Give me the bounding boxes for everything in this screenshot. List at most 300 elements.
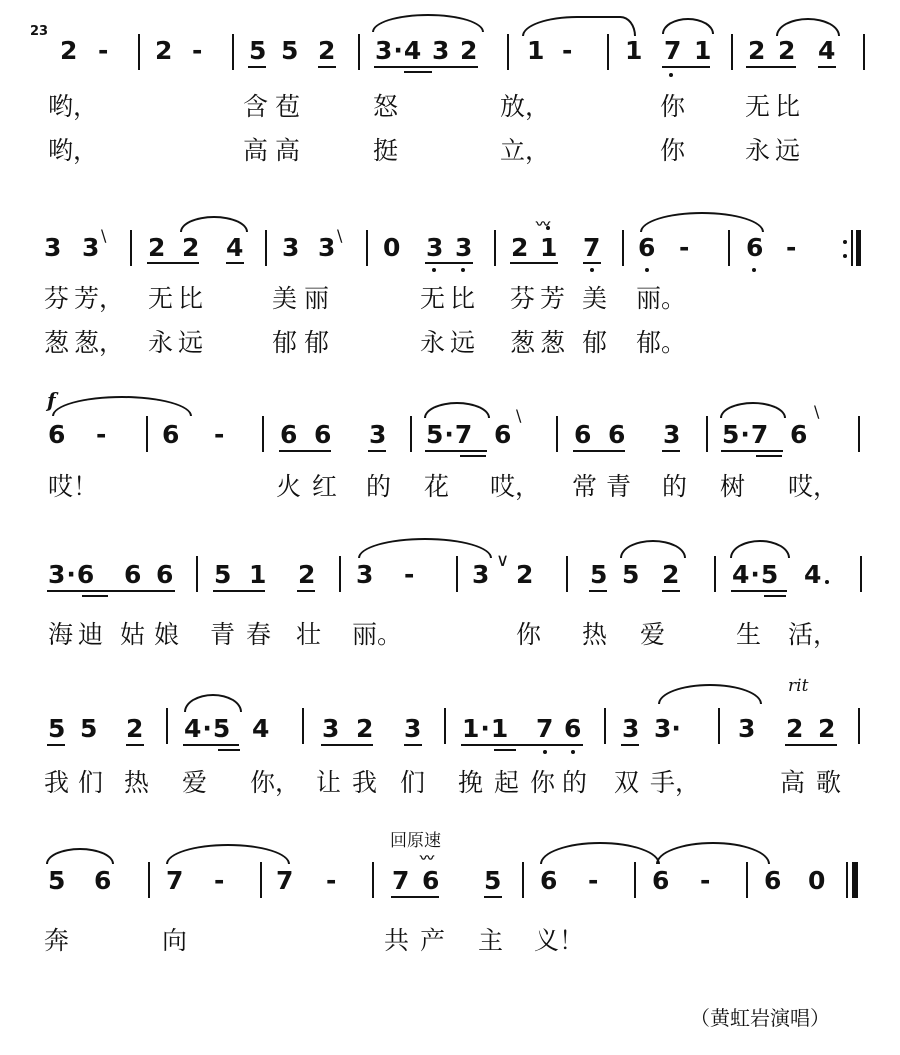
lyric: 芳 bbox=[540, 284, 566, 313]
lyric: 郁 bbox=[304, 328, 330, 357]
underline bbox=[461, 744, 583, 746]
underline bbox=[662, 590, 680, 592]
lyric: 高 bbox=[243, 136, 269, 165]
low-dot bbox=[669, 73, 673, 77]
ornament-mordent: 〰 bbox=[420, 851, 434, 867]
slur bbox=[184, 694, 242, 712]
barline bbox=[410, 416, 412, 452]
note: 6 bbox=[574, 420, 592, 449]
ornament-mordent: 〰 bbox=[536, 217, 550, 233]
slur bbox=[372, 14, 484, 32]
lyric: 含 bbox=[243, 92, 269, 121]
lyric: 哎！ bbox=[48, 472, 99, 501]
note: 5 bbox=[281, 36, 299, 65]
note: 3 bbox=[404, 714, 422, 743]
repeat-dot bbox=[843, 240, 847, 244]
note: 6 bbox=[494, 420, 512, 449]
underline bbox=[226, 262, 244, 264]
lyric: 挽 bbox=[458, 768, 484, 797]
note: 4 bbox=[252, 714, 270, 743]
barline bbox=[706, 416, 708, 452]
slur bbox=[720, 402, 786, 418]
note: 1 bbox=[249, 560, 267, 589]
note: 6 bbox=[746, 233, 764, 262]
lyric: 生 bbox=[736, 620, 762, 649]
lyric: 海 bbox=[48, 620, 74, 649]
underline bbox=[510, 262, 558, 264]
note: - bbox=[786, 233, 797, 262]
underline bbox=[82, 595, 108, 597]
low-dot bbox=[432, 268, 436, 272]
lyric: 无 bbox=[148, 284, 174, 313]
barline bbox=[556, 416, 558, 452]
barline bbox=[148, 862, 150, 898]
low-dot bbox=[752, 268, 756, 272]
note: 6 bbox=[422, 866, 440, 895]
barline bbox=[196, 556, 198, 592]
tie bbox=[610, 16, 636, 36]
note: 1 bbox=[694, 36, 712, 65]
tie bbox=[658, 684, 762, 704]
underline bbox=[589, 590, 607, 592]
note: 5·7 bbox=[426, 420, 474, 449]
note: 1·1 bbox=[462, 714, 510, 743]
note: 4 bbox=[804, 560, 822, 589]
lyric: 比 bbox=[178, 284, 204, 313]
lyric: 无 bbox=[420, 284, 446, 313]
lyric: 葱， bbox=[74, 328, 125, 357]
note: 6 bbox=[764, 866, 782, 895]
low-dot bbox=[461, 268, 465, 272]
note: 3 bbox=[282, 233, 300, 262]
lyric: 哎， bbox=[788, 472, 839, 501]
tie bbox=[540, 842, 660, 864]
lyric: 永 bbox=[148, 328, 174, 357]
note: - bbox=[214, 420, 225, 449]
note: 7 bbox=[276, 866, 294, 895]
underline bbox=[47, 590, 175, 592]
tie bbox=[640, 212, 764, 232]
lyric: 双 bbox=[614, 768, 640, 797]
underline bbox=[213, 590, 265, 592]
note: 3 bbox=[82, 233, 100, 262]
barline bbox=[507, 34, 509, 70]
note: - bbox=[98, 36, 109, 65]
performer-credit: （黄虹岩演唱） bbox=[690, 1006, 830, 1030]
barline bbox=[456, 556, 458, 592]
underline bbox=[621, 744, 639, 746]
slur bbox=[730, 540, 790, 558]
barline bbox=[863, 34, 865, 70]
lyric: 壮 bbox=[296, 620, 322, 649]
note: 2 bbox=[60, 36, 78, 65]
note: 2 bbox=[298, 560, 316, 589]
note: 6 bbox=[652, 866, 670, 895]
note: 3 bbox=[318, 233, 336, 262]
note: 4·5 bbox=[732, 560, 780, 589]
note: 2 bbox=[662, 560, 680, 589]
underline bbox=[721, 450, 783, 452]
lyric: 火 bbox=[276, 472, 302, 501]
lyric: 产 bbox=[420, 926, 446, 955]
underline bbox=[321, 744, 373, 746]
underline bbox=[279, 450, 331, 452]
underline bbox=[368, 450, 386, 452]
underline bbox=[731, 590, 787, 592]
lyric: 的 bbox=[366, 472, 392, 501]
note: 7 bbox=[664, 36, 682, 65]
barline bbox=[746, 862, 748, 898]
note: 5 bbox=[622, 560, 640, 589]
barline bbox=[166, 708, 168, 744]
barline bbox=[366, 230, 368, 266]
note: 3 bbox=[472, 560, 490, 589]
note: 5 bbox=[48, 714, 66, 743]
note: 6 bbox=[48, 420, 66, 449]
low-dot bbox=[571, 750, 575, 754]
tie bbox=[358, 538, 492, 558]
lyric: 热 bbox=[124, 768, 150, 797]
lyric: 美 bbox=[582, 284, 608, 313]
lyric: 远 bbox=[178, 328, 204, 357]
note: 2 bbox=[155, 36, 173, 65]
lyric: 活， bbox=[788, 620, 839, 649]
barline bbox=[846, 862, 848, 898]
note: 5 bbox=[214, 560, 232, 589]
lyric: 永 bbox=[420, 328, 446, 357]
lyric: 我 bbox=[44, 768, 70, 797]
barline bbox=[494, 230, 496, 266]
lyric: 红 bbox=[312, 472, 338, 501]
lyric: 奔 bbox=[44, 926, 70, 955]
underline bbox=[484, 896, 502, 898]
underline bbox=[126, 744, 144, 746]
note: - bbox=[326, 866, 337, 895]
barline bbox=[522, 862, 524, 898]
barline bbox=[358, 34, 360, 70]
lyric: 无 bbox=[745, 92, 771, 121]
tie bbox=[52, 396, 192, 416]
lyric: 义！ bbox=[534, 926, 585, 955]
barline bbox=[130, 230, 132, 266]
underline bbox=[662, 66, 710, 68]
underline bbox=[818, 66, 836, 68]
note: 2 bbox=[511, 233, 529, 262]
lyric: 青 bbox=[606, 472, 632, 501]
lyric: 树 bbox=[720, 472, 746, 501]
note: 1 bbox=[625, 36, 643, 65]
underline bbox=[425, 262, 473, 264]
note: 2 bbox=[182, 233, 200, 262]
lyric: 远 bbox=[450, 328, 476, 357]
underline bbox=[425, 450, 487, 452]
barline bbox=[339, 556, 341, 592]
note: 3 bbox=[356, 560, 374, 589]
note: 3 bbox=[455, 233, 473, 262]
underline bbox=[404, 71, 432, 73]
note: - bbox=[404, 560, 415, 589]
note: 3·6 bbox=[48, 560, 96, 589]
breath-mark: \ bbox=[814, 402, 820, 421]
underline bbox=[218, 749, 240, 751]
underline bbox=[756, 455, 782, 457]
barline bbox=[265, 230, 267, 266]
note: 5·7 bbox=[722, 420, 770, 449]
lyric: 葱 bbox=[510, 328, 536, 357]
note: 3·4 bbox=[375, 36, 423, 65]
barline bbox=[714, 556, 716, 592]
note: 4 bbox=[226, 233, 244, 262]
lyric: 的 bbox=[562, 768, 588, 797]
note: 6 bbox=[94, 866, 112, 895]
low-dot bbox=[645, 268, 649, 272]
note: 4 bbox=[818, 36, 836, 65]
lyric: 你 bbox=[516, 620, 542, 649]
underline bbox=[183, 744, 239, 746]
barline bbox=[604, 708, 606, 744]
barline bbox=[262, 416, 264, 452]
lyric: 们 bbox=[78, 768, 104, 797]
underline bbox=[391, 896, 439, 898]
lyric: 苞 bbox=[275, 92, 301, 121]
lyric: 芬 bbox=[510, 284, 536, 313]
lyric: 比 bbox=[775, 92, 801, 121]
lyric: 永 bbox=[745, 136, 771, 165]
note: - bbox=[214, 866, 225, 895]
lyric: 哟， bbox=[48, 136, 99, 165]
lyric: 郁 bbox=[272, 328, 298, 357]
lyric: 歌 bbox=[816, 768, 842, 797]
lyric: 郁。 bbox=[636, 328, 687, 357]
note: 5 bbox=[590, 560, 608, 589]
lyric: 挺 bbox=[373, 136, 399, 165]
note: 6 bbox=[608, 420, 626, 449]
note: 2 bbox=[126, 714, 144, 743]
barline bbox=[858, 708, 860, 744]
lyric: 春 bbox=[246, 620, 272, 649]
barline bbox=[372, 862, 374, 898]
underline bbox=[147, 262, 199, 264]
slur bbox=[620, 540, 686, 558]
note: 5 bbox=[484, 866, 502, 895]
barline bbox=[731, 34, 733, 70]
dynamic-mark: f bbox=[47, 388, 56, 412]
lyric: 们 bbox=[400, 768, 426, 797]
barline bbox=[146, 416, 148, 452]
note: 6 bbox=[540, 866, 558, 895]
breath-mark: \ bbox=[101, 226, 107, 245]
lyric: 远 bbox=[775, 136, 801, 165]
note: 2 bbox=[516, 560, 534, 589]
underline bbox=[318, 66, 336, 68]
barline bbox=[851, 230, 853, 266]
underline bbox=[404, 744, 422, 746]
breath-mark: ∨ bbox=[496, 550, 510, 571]
note: - bbox=[588, 866, 599, 895]
lyric: 你， bbox=[250, 768, 301, 797]
underline bbox=[248, 66, 266, 68]
measure-number: 23 bbox=[30, 24, 49, 39]
end-repeat-barline bbox=[856, 230, 861, 266]
tie bbox=[656, 842, 770, 864]
slur bbox=[46, 848, 114, 864]
lyric: 丽。 bbox=[352, 620, 403, 649]
slur bbox=[776, 18, 840, 36]
slur bbox=[180, 216, 248, 232]
lyric: 热 bbox=[582, 620, 608, 649]
breath-mark: \ bbox=[337, 226, 343, 245]
note: 7 bbox=[536, 714, 554, 743]
note: 7 bbox=[583, 233, 601, 262]
lyric: 我 bbox=[352, 768, 378, 797]
underline bbox=[583, 262, 601, 264]
note: 6 bbox=[156, 560, 174, 589]
note: 6 bbox=[790, 420, 808, 449]
underline bbox=[460, 455, 486, 457]
barline bbox=[728, 230, 730, 266]
barline bbox=[444, 708, 446, 744]
lyric: 立， bbox=[500, 136, 551, 165]
lyric: 你 bbox=[660, 136, 686, 165]
note: - bbox=[562, 36, 573, 65]
lyric: 共 bbox=[384, 926, 410, 955]
note: 3 bbox=[44, 233, 62, 262]
barline bbox=[566, 556, 568, 592]
lyric: 葱 bbox=[540, 328, 566, 357]
barline bbox=[718, 708, 720, 744]
barline bbox=[302, 708, 304, 744]
tie bbox=[522, 16, 614, 36]
underline bbox=[785, 744, 837, 746]
lyric: 姑 bbox=[120, 620, 146, 649]
lyric: 的 bbox=[662, 472, 688, 501]
note: 6 bbox=[124, 560, 142, 589]
lyric: 你 bbox=[530, 768, 556, 797]
note: - bbox=[679, 233, 690, 262]
lyric: 丽。 bbox=[636, 284, 687, 313]
note: 3 bbox=[432, 36, 450, 65]
lyric: 花 bbox=[424, 472, 450, 501]
note: 3 bbox=[369, 420, 387, 449]
tempo-mark-rit: rit bbox=[788, 676, 809, 696]
note: 3 bbox=[663, 420, 681, 449]
lyric: 芬 bbox=[44, 284, 70, 313]
note: 0 bbox=[808, 866, 826, 895]
underline bbox=[494, 749, 516, 751]
barline bbox=[607, 34, 609, 70]
note: 2 bbox=[356, 714, 374, 743]
low-dot bbox=[543, 750, 547, 754]
barline bbox=[260, 862, 262, 898]
note: 1 bbox=[527, 36, 545, 65]
note: 3 bbox=[738, 714, 756, 743]
barline bbox=[622, 230, 624, 266]
underline bbox=[746, 66, 796, 68]
lyric: 起 bbox=[494, 768, 520, 797]
note: 7 bbox=[166, 866, 184, 895]
lyric: 丽 bbox=[304, 284, 330, 313]
lyric: 让 bbox=[316, 768, 342, 797]
barline bbox=[860, 556, 862, 592]
lyric: 主 bbox=[478, 926, 504, 955]
final-barline bbox=[852, 862, 858, 898]
note: 3 bbox=[622, 714, 640, 743]
low-dot bbox=[590, 268, 594, 272]
underline bbox=[662, 450, 680, 452]
underline bbox=[47, 744, 65, 746]
note: - bbox=[700, 866, 711, 895]
augmentation-dot bbox=[825, 580, 829, 584]
lyric: 怒 bbox=[373, 92, 399, 121]
note: - bbox=[192, 36, 203, 65]
slur bbox=[424, 402, 490, 418]
barline bbox=[634, 862, 636, 898]
underline bbox=[764, 595, 786, 597]
lyric: 高 bbox=[275, 136, 301, 165]
breath-mark: \ bbox=[516, 406, 522, 425]
lyric: 高 bbox=[780, 768, 806, 797]
note: 6 bbox=[314, 420, 332, 449]
lyric: 比 bbox=[450, 284, 476, 313]
note: 5 bbox=[80, 714, 98, 743]
note: 1 bbox=[540, 233, 558, 262]
barline bbox=[858, 416, 860, 452]
lyric: 爱 bbox=[640, 620, 666, 649]
lyric: 迪 bbox=[78, 620, 104, 649]
lyric: 手， bbox=[650, 768, 701, 797]
underline bbox=[573, 450, 625, 452]
lyric: 芳， bbox=[74, 284, 125, 313]
note: 4·5 bbox=[184, 714, 232, 743]
note: 2 bbox=[148, 233, 166, 262]
note: 2 bbox=[778, 36, 796, 65]
lyric: 放， bbox=[500, 92, 551, 121]
tie bbox=[166, 844, 290, 864]
lyric: 葱 bbox=[44, 328, 70, 357]
lyric: 郁 bbox=[582, 328, 608, 357]
note: 0 bbox=[383, 233, 401, 262]
lyric: 青 bbox=[210, 620, 236, 649]
lyric: 向 bbox=[162, 926, 188, 955]
note: 6 bbox=[564, 714, 582, 743]
slur bbox=[662, 18, 714, 34]
note: 3 bbox=[322, 714, 340, 743]
note: 2 bbox=[460, 36, 478, 65]
note: 3 bbox=[426, 233, 444, 262]
note: 6 bbox=[162, 420, 180, 449]
lyric: 常 bbox=[572, 472, 598, 501]
note: 6 bbox=[638, 233, 656, 262]
lyric: 爱 bbox=[182, 768, 208, 797]
lyric: 娘 bbox=[154, 620, 180, 649]
lyric: 哎， bbox=[490, 472, 541, 501]
note: 7 bbox=[392, 866, 410, 895]
underline bbox=[374, 66, 478, 68]
note: 2 bbox=[748, 36, 766, 65]
note: 5 bbox=[249, 36, 267, 65]
lyric: 美 bbox=[272, 284, 298, 313]
barline bbox=[138, 34, 140, 70]
note: 2 bbox=[786, 714, 804, 743]
note: 2 bbox=[318, 36, 336, 65]
tempo-mark-a-tempo: 回原速 bbox=[390, 831, 441, 851]
lyric: 哟， bbox=[48, 92, 99, 121]
repeat-dot bbox=[843, 254, 847, 258]
note: - bbox=[96, 420, 107, 449]
underline bbox=[297, 590, 315, 592]
note: 2 bbox=[818, 714, 836, 743]
barline bbox=[232, 34, 234, 70]
